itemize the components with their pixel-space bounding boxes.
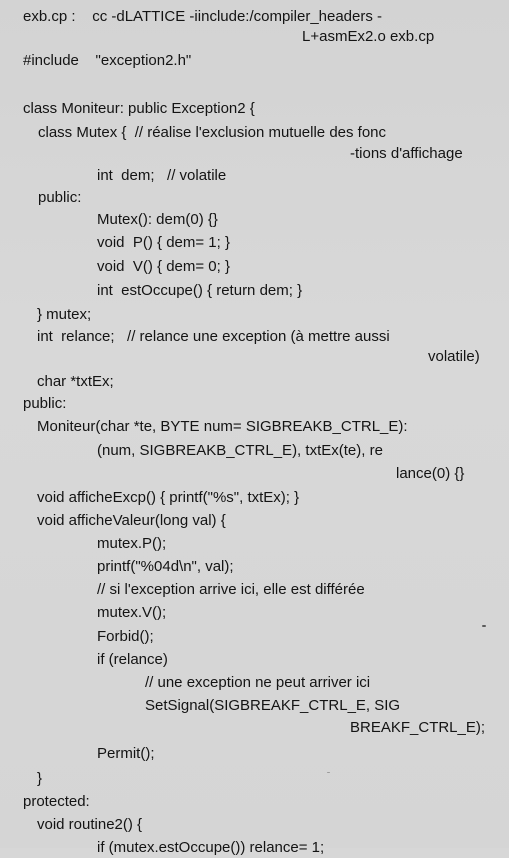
code-line: void routine2() { (37, 816, 143, 833)
code-line: Mutex(): dem(0) {} (97, 211, 218, 228)
code-line: SetSignal(SIGBREAKF_CTRL_E, SIG (145, 697, 401, 714)
code-line: void afficheValeur(long val) { (37, 512, 226, 529)
code-line: Forbid(); (97, 628, 154, 645)
code-line: if (relance) (97, 651, 168, 668)
code-line: void afficheExcp() { printf("%s", txtEx); } (37, 489, 300, 506)
code-line: // une exception ne peut arriver ici (145, 674, 371, 691)
code-line: printf("%04d\n", val); (97, 558, 234, 575)
code-line: void V() { dem= 0; } (97, 258, 230, 275)
code-line: lance(0) {} (396, 465, 465, 482)
code-line: } mutex; (37, 306, 92, 323)
code-line: exb.cp : cc -dLATTICE -iinclude:/compiler_headers - (23, 8, 383, 25)
code-line: BREAKF_CTRL_E); (350, 719, 486, 736)
scan-speck (482, 625, 486, 627)
code-line: class Mutex { // réalise l'exclusion mutuelle des fonc (38, 124, 387, 141)
code-line: Permit(); (97, 745, 155, 762)
code-line: public: (38, 189, 82, 206)
code-line: } (37, 770, 43, 787)
scan-speck (327, 772, 330, 773)
code-line: -tions d'affichage (350, 145, 463, 162)
code-line: if (mutex.estOccupe()) relance= 1; (97, 839, 325, 856)
code-line: (num, SIGBREAKB_CTRL_E), txtEx(te), re (97, 442, 383, 459)
code-line: #include "exception2.h" (23, 52, 192, 69)
code-line: Moniteur(char *te, BYTE num= SIGBREAKB_CTRL_E): (37, 418, 408, 435)
code-line: int relance; // relance une exception (à mettre aussi (37, 328, 390, 345)
code-line: void P() { dem= 1; } (97, 234, 230, 251)
code-line: int estOccupe() { return dem; } (97, 282, 303, 299)
code-line: class Moniteur: public Exception2 { (23, 100, 255, 117)
code-line: mutex.V(); (97, 604, 167, 621)
code-line: char *txtEx; (37, 373, 114, 390)
code-line: protected: (23, 793, 90, 810)
code-line: L+asmEx2.o exb.cp (302, 28, 435, 45)
code-line: mutex.P(); (97, 535, 167, 552)
code-line: // si l'exception arrive ici, elle est différée (97, 581, 365, 598)
code-line: int dem; // volatile (97, 167, 227, 184)
code-line: public: (23, 395, 67, 412)
code-line: volatile) (428, 348, 480, 365)
